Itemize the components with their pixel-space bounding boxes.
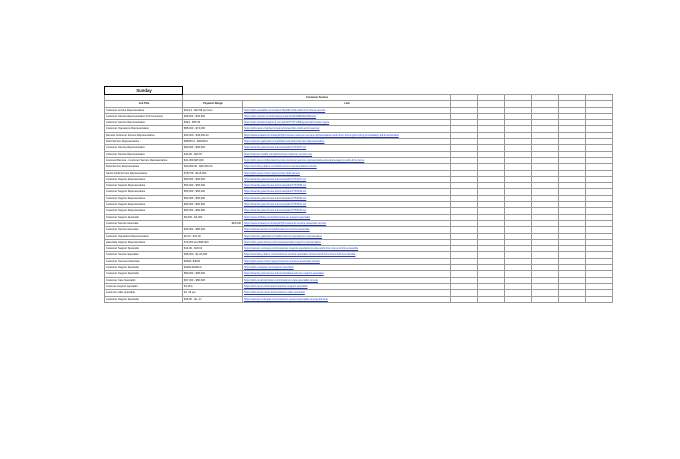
- payment-range-cell[interactable]: $50,000 - $56,000: [183, 189, 243, 195]
- empty-cell[interactable]: [505, 296, 532, 302]
- payment-range-cell[interactable]: $3000- $4000: [183, 258, 243, 264]
- link-cell[interactable]: https://jobs.lever.co/jobs/company/CareerOps-Gwinnett-Customer: [243, 126, 451, 132]
- job-title-cell[interactable]: Customer Service Representative (US Insurance): [105, 113, 183, 119]
- link-cell[interactable]: https://boards.greenhouse.io/remote/jobs/7701537-csr: [243, 176, 451, 182]
- payment-range-cell[interactable]: $1. 25 per: [183, 290, 243, 296]
- column-header-payment-range[interactable]: Payment Range: [183, 101, 243, 107]
- link-cell[interactable]: https://boards.greenhouse.io/remote/jobs/7701541-csr: [243, 202, 451, 208]
- job-title-cell[interactable]: Customer Success Associate: [105, 258, 183, 264]
- empty-cell[interactable]: [451, 296, 478, 302]
- payment-range-cell[interactable]: $2.00 - $14.00: [183, 233, 243, 239]
- link-cell[interactable]: https://careers.health.com/job/remote-customer-service-rep: [243, 151, 451, 157]
- job-title-cell[interactable]: Customer Support Specialist: [105, 271, 183, 277]
- link-cell[interactable]: https://careers.gainwell.com/job/customer-operations-representative: [243, 233, 451, 239]
- payment-range-cell[interactable]: $50,000 - $56,000: [183, 208, 243, 214]
- link-cell[interactable]: https://boards.greenhouse.io/remote/jobs/7701542-csr: [243, 208, 451, 214]
- empty-cell[interactable]: [532, 296, 559, 302]
- empty-cell[interactable]: [559, 296, 586, 302]
- link-cell[interactable]: https://jobs.lever.co/company/senior-field-service: [243, 170, 451, 176]
- payment-range-cell[interactable]: $449 - $55.39: [183, 120, 243, 126]
- job-title-cell[interactable]: Customer Support Representative: [105, 195, 183, 201]
- job-table: [104, 86, 613, 303]
- link-cell[interactable]: https://careers.gainwell.com/job/Remote-Field-Service-Representative: [243, 139, 451, 145]
- payment-range-cell[interactable]: $53,000: [183, 220, 243, 226]
- payment-range-cell[interactable]: $19.00 - $20.57: [183, 151, 243, 157]
- link-cell[interactable]: https://boards.greenhouse.io/remote/jobs/7701540-csr: [243, 195, 451, 201]
- spreadsheet: [104, 86, 613, 303]
- payment-range-cell[interactable]: $78,705 - $115,000: [183, 170, 243, 176]
- link-cell[interactable]: https://careers.acme.com/job/customer-service-associate: [243, 227, 451, 233]
- payment-range-cell[interactable]: $50,000 - $56,000: [183, 145, 243, 151]
- job-title-cell[interactable]: customer support specialist: [105, 283, 183, 289]
- job-title-cell[interactable]: Customer Service Representative: [105, 145, 183, 151]
- job-title-cell[interactable]: Customer Service Associate: [105, 227, 183, 233]
- job-title-cell[interactable]: Field Service Representative: [105, 139, 183, 145]
- link-cell[interactable]: https://jobs.greenhouse.io/remote/associate-support-representative: [243, 239, 451, 245]
- section-header[interactable]: Customer Service: [183, 95, 451, 101]
- payment-range-cell[interactable]: $50,000 - $56,000: [183, 195, 243, 201]
- link-cell[interactable]: https://www.indeed.com/viewjob?jk=remote-customer-service-representative-work-from-home-jobs-hiring-immediately-full-time-benefits: [243, 132, 451, 138]
- job-title-cell[interactable]: Customer Service Representative: [105, 120, 183, 126]
- payment-range-cell[interactable]: $3000-$4000.0: [183, 265, 243, 271]
- payment-range-cell[interactable]: $40,000 - $46,000.00: [183, 132, 243, 138]
- link-cell[interactable]: https://recruiting.ultipro.com/customer-service-specialist-remote-work-from-home-full-time-flexible: [243, 252, 451, 258]
- payment-range-cell[interactable]: $35,000 - $85,000: [183, 227, 243, 233]
- link-cell[interactable]: https://www.shiftkey.com/jobs/customer-support-specialist: [243, 214, 451, 220]
- job-title-cell[interactable]: Customer Operations Representative: [105, 233, 183, 239]
- payment-range-cell[interactable]: $50,000 - $56,000: [183, 183, 243, 189]
- payment-range-cell[interactable]: $3,000 - $4,000: [183, 214, 243, 220]
- job-title-cell[interactable]: Customer Service Representative: [105, 151, 183, 157]
- job-title-cell[interactable]: Licensed Remote - Customer Service Representative: [105, 157, 183, 163]
- link-cell[interactable]: https://jobs.jobvite.com/thevalorgroup/job/oMJH8fw9kGtBpwnp: [243, 113, 451, 119]
- job-title-cell[interactable]: Customer Service Associate: [105, 220, 183, 226]
- payment-range-cell[interactable]: $70,000 and $95,000: [183, 239, 243, 245]
- payment-range-cell[interactable]: $28,000 - $32,000: [183, 113, 243, 119]
- table-row: [105, 296, 613, 302]
- payment-range-cell[interactable]: $16.00 - $16.63: [183, 246, 243, 252]
- link-cell[interactable]: https://jobs.workable.com/view/vT3oe9fLnVsk-work-from-home-remote: [243, 107, 451, 113]
- link-cell[interactable]: https://boards.greenhouse.io/remote/jobs/7701538-csr: [243, 183, 451, 189]
- link-cell[interactable]: https://jobs.jobsleveraginmg.com/job/3077971-Bilingual-Call-Center-Agent: [243, 120, 451, 126]
- job-title-cell[interactable]: Field Service Representative: [105, 164, 183, 170]
- link-cell[interactable]: https://jobs.lever.co/company/customer-success-associate-remote: [243, 258, 451, 264]
- job-title-cell[interactable]: Customer Support Representative: [105, 189, 183, 195]
- payment-range-cell[interactable]: $41,000-$45,000: [183, 157, 243, 163]
- empty-cell[interactable]: [478, 296, 505, 302]
- payment-range-cell[interactable]: $67,000 - $80,000: [183, 277, 243, 283]
- payment-range-cell[interactable]: $40,000.00 - $60,000.00: [183, 164, 243, 170]
- link-cell[interactable]: https://boards.greenhouse.io/remote/jobs/customer-support-specialist: [243, 271, 451, 277]
- job-title-cell[interactable]: Customer Service Specialist: [105, 252, 183, 258]
- link-cell[interactable]: https://jobs.example.com/support-specialist: [243, 265, 451, 271]
- link-cell[interactable]: https://www.indeed.com/viewjob?jk=customer-service-associate-remote: [243, 220, 451, 226]
- job-title-cell[interactable]: Customer Support Representative: [105, 176, 183, 182]
- link-cell[interactable]: https://boards.greenhouse.io/remote/jobs/7701537-csr: [243, 145, 451, 151]
- payment-range-cell[interactable]: $1.25 k: [183, 283, 243, 289]
- link-cell[interactable]: https://jobs.lever.co/licensed-remote-customer-service-representative-insurance-agency-work-from-home: [243, 157, 451, 163]
- link-cell[interactable]: https://boards.greenhouse.io/remote/jobs/7701539-csr: [243, 189, 451, 195]
- payment-range-cell[interactable]: $20.14 - $24.58 per hour: [183, 107, 243, 113]
- job-title-cell[interactable]: Customer Support Specialist: [105, 214, 183, 220]
- column-header-job-title[interactable]: Job Title: [105, 101, 183, 107]
- job-title-cell[interactable]: Customer Support Representative: [105, 202, 183, 208]
- empty-cell[interactable]: [586, 296, 613, 302]
- link-cell[interactable]: https://jobs.lever.co/remote/customer-support-specialist: [243, 283, 451, 289]
- job-title-cell[interactable]: Remote Customer Service Representative: [105, 132, 183, 138]
- link-cell[interactable]: https://careers.company.com/customer-support-specialist-remote-work-from-home-full-time-benefits: [243, 246, 451, 252]
- link-cell[interactable]: https://jobs.lever.co/remote/customer-order-specialist: [243, 290, 451, 296]
- job-title-cell[interactable]: Associate Support Representative: [105, 239, 183, 245]
- job-title-cell[interactable]: Customer Operations Representative: [105, 126, 183, 132]
- payment-range-cell[interactable]: $50,000 - $56,000: [183, 176, 243, 182]
- job-title-cell[interactable]: Customer service Representative: [105, 107, 183, 113]
- job-title-cell[interactable]: Customer Support Representative: [105, 208, 183, 214]
- payment-range-cell[interactable]: $36,000 - $1,00,000: [183, 252, 243, 258]
- sheet-title[interactable]: Sunday: [105, 87, 183, 95]
- job-title-cell[interactable]: Customer Support Representative: [105, 183, 183, 189]
- job-title-cell[interactable]: Senior Field Service Representative: [105, 170, 183, 176]
- link-cell[interactable]: https://recruiting.ultipro.com/field-service-representative-remote: [243, 164, 451, 170]
- link-cell[interactable]: https://jobs.smartrecruiters.com/customer-care-specialist-remote: [243, 277, 451, 283]
- job-title-cell[interactable]: Customer Support Specialist: [105, 296, 183, 302]
- payment-range-cell[interactable]: $50,000 - $56,000: [183, 202, 243, 208]
- payment-range-cell[interactable]: $58,000 - $74,000: [183, 126, 243, 132]
- job-title-cell[interactable]: Customer Care Specialist: [105, 277, 183, 283]
- job-title-cell[interactable]: Customer Support Specialist: [105, 246, 183, 252]
- column-header-link[interactable]: Link: [243, 101, 451, 107]
- payment-range-cell[interactable]: $56000.0 - $60000.0: [183, 139, 243, 145]
- job-title-cell[interactable]: customer order specialist: [105, 290, 183, 296]
- link-cell[interactable]: https://careers.example.com/customer-support-specialist-remote-full-time: [243, 296, 451, 302]
- payment-range-cell[interactable]: $80,000 - $95,000: [183, 271, 243, 277]
- job-title-cell[interactable]: Customer Support Specialist: [105, 265, 183, 271]
- payment-range-cell[interactable]: $18.00 - $1-.17: [183, 296, 243, 302]
